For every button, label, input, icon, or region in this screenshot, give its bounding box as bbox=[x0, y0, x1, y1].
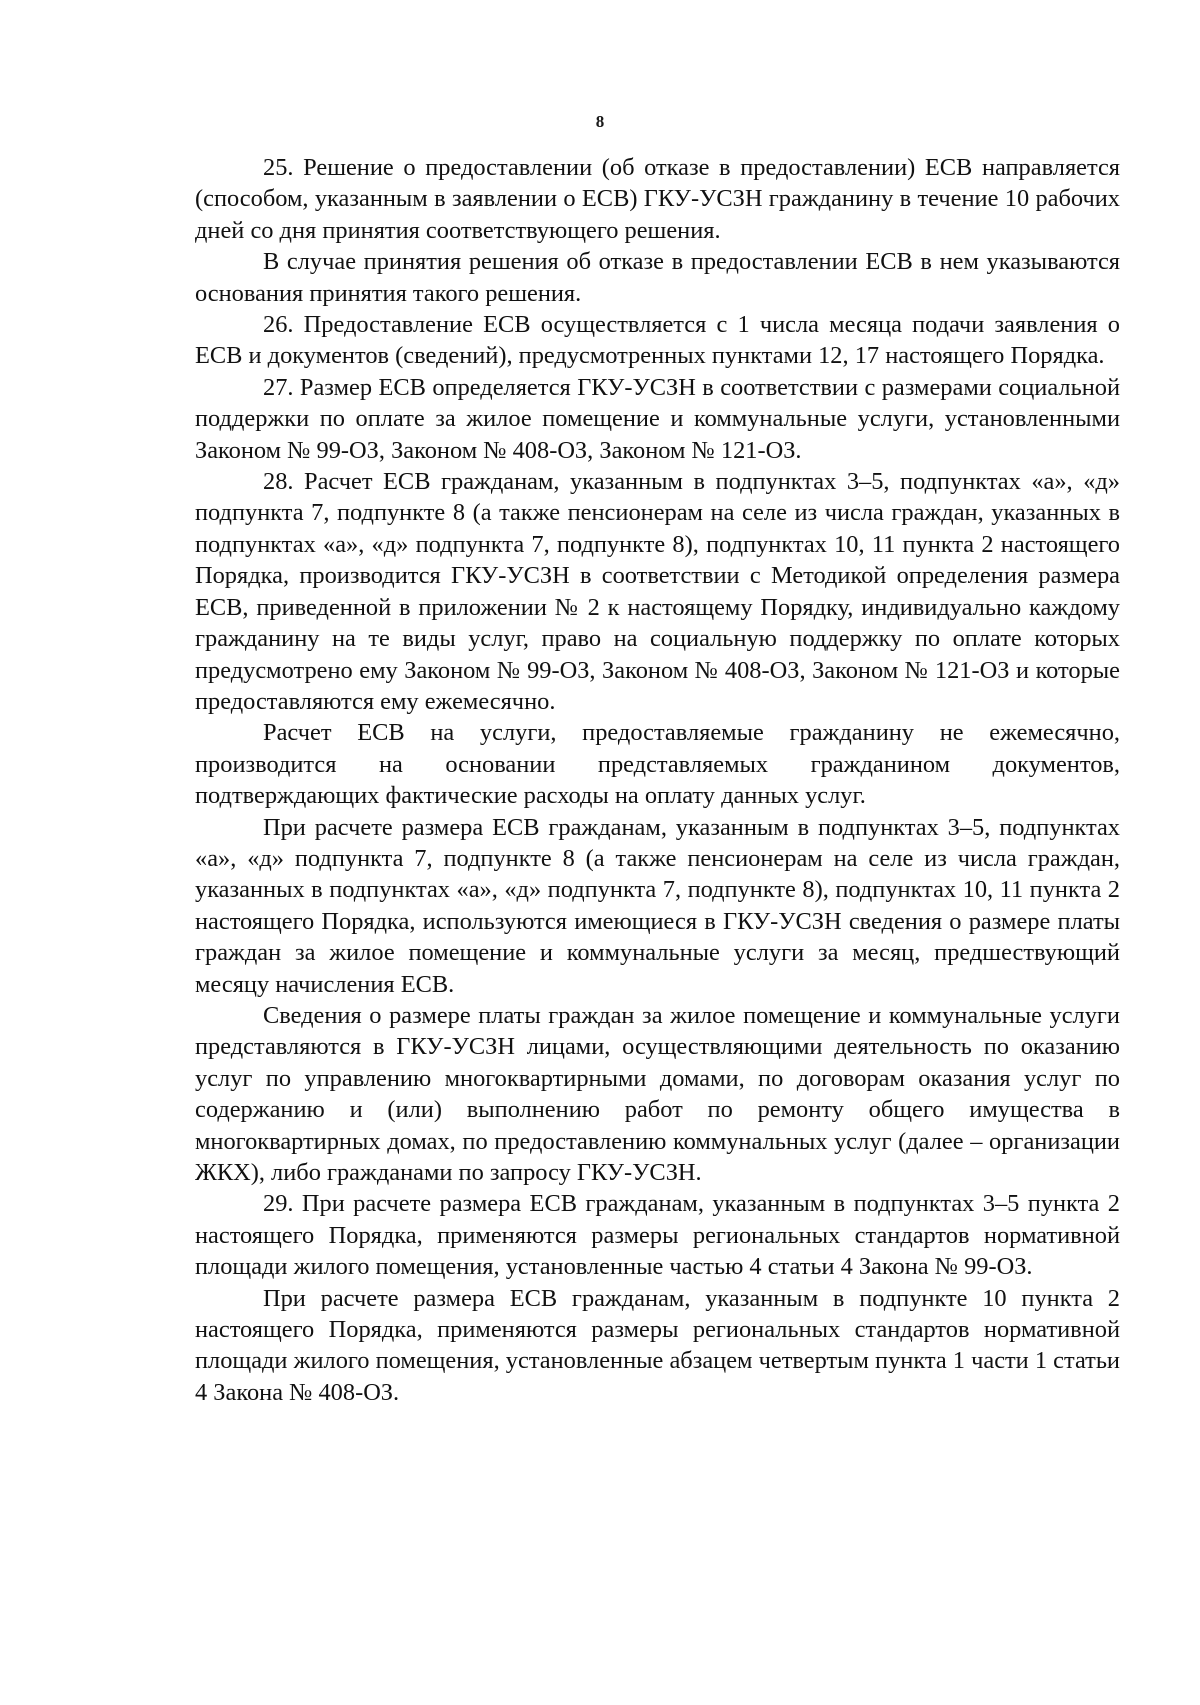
paragraph-25-refusal: В случае принятия решения об отказе в предоставлении ЕСВ в нем указываются основания принятия такого решения. bbox=[195, 248, 1120, 307]
paragraph-28-payment-info: Сведения о размере платы граждан за жилое помещение и коммунальные услуги представляются в ГКУ-УСЗН лицами, осуществляющими деятельность по оказанию услуг по управлению многоквартирными домами, по договорам оказания услуг по содержанию и (или) выполнению работ по ремонту общего имущества в многоквартирных домах, по предоставлению коммунальных услуг (далее – организации ЖКХ), либо гражданами по запросу ГКУ-УСЗН. bbox=[195, 1001, 1120, 1186]
paragraph-26: 26. Предоставление ЕСВ осуществляется с 1 числа месяца подачи заявления о ЕСВ и документов (сведений), предусмотренных пунктами 12, 17 настоящего Порядка. bbox=[195, 311, 1120, 370]
paragraph-27: 27. Размер ЕСВ определяется ГКУ-УСЗН в соответствии с размерами социальной поддержки по оплате за жилое помещение и коммунальные услуги, установленными Законом № 99-ОЗ, Законом № 408-ОЗ, Законом № 121-ОЗ. bbox=[195, 373, 1120, 464]
paragraph-28: 28. Расчет ЕСВ гражданам, указанным в подпунктах 3–5, подпунктах «а», «д» подпункта 7, подпункте 8 (а также пенсионерам на селе из числа граждан, указанных в подпунктах «а», «д» подпункта 7, подпункте 8), подпунктах 10, 11 пункта 2 настоящего Порядка, производится ГКУ-УСЗН в соответствии с Методикой определения размера ЕСВ, приведенной в приложении № 2 к настоящему Порядку, индивидуально каждому гражданину на те виды услуг, право на социальную поддержку по оплате которых предусмотрено ему Законом № 99-ОЗ, Законом № 408-ОЗ, Законом № 121-ОЗ и которые предоставляются ему ежемесячно. bbox=[195, 468, 1120, 715]
paragraph-29: 29. При расчете размера ЕСВ гражданам, указанным в подпунктах 3–5 пункта 2 настоящего Порядка, применяются размеры региональных стандартов нормативной площади жилого помещения, установленные частью 4 статьи 4 Закона № 99-ОЗ. bbox=[195, 1190, 1120, 1281]
paragraph-28-calculation: При расчете размера ЕСВ гражданам, указанным в подпунктах 3–5, подпунктах «а», «д» подпункта 7, подпункте 8 (а также пенсионерам на селе из числа граждан, указанных в подпунктах «а», «д» подпункта 7, подпункте 8), подпунктах 10, 11 пункта 2 настоящего Порядка, используются имеющиеся в ГКУ-УСЗН сведения о размере платы граждан за жилое помещение и коммунальные услуги за месяц, предшествующий месяцу начисления ЕСВ. bbox=[195, 813, 1120, 998]
paragraph-28-non-monthly: Расчет ЕСВ на услуги, предоставляемые гражданину не ежемесячно, производится на основании представляемых гражданином документов, подтверждающих фактические расходы на оплату данных услуг. bbox=[195, 719, 1120, 810]
document-body bbox=[195, 152, 1120, 1408]
paragraph-29-standards: При расчете размера ЕСВ гражданам, указанным в подпункте 10 пункта 2 настоящего Порядка, применяются размеры региональных стандартов нормативной площади жилого помещения, установленные абзацем четвертым пункта 1 части 1 статьи 4 Закона № 408-ОЗ. bbox=[195, 1284, 1120, 1406]
paragraph-25: 25. Решение о предоставлении (об отказе в предоставлении) ЕСВ направляется (способом, указанным в заявлении о ЕСВ) ГКУ-УСЗН гражданину в течение 10 рабочих дней со дня принятия соответствующего решения. bbox=[195, 154, 1120, 244]
page-number: 8 bbox=[595, 112, 605, 131]
